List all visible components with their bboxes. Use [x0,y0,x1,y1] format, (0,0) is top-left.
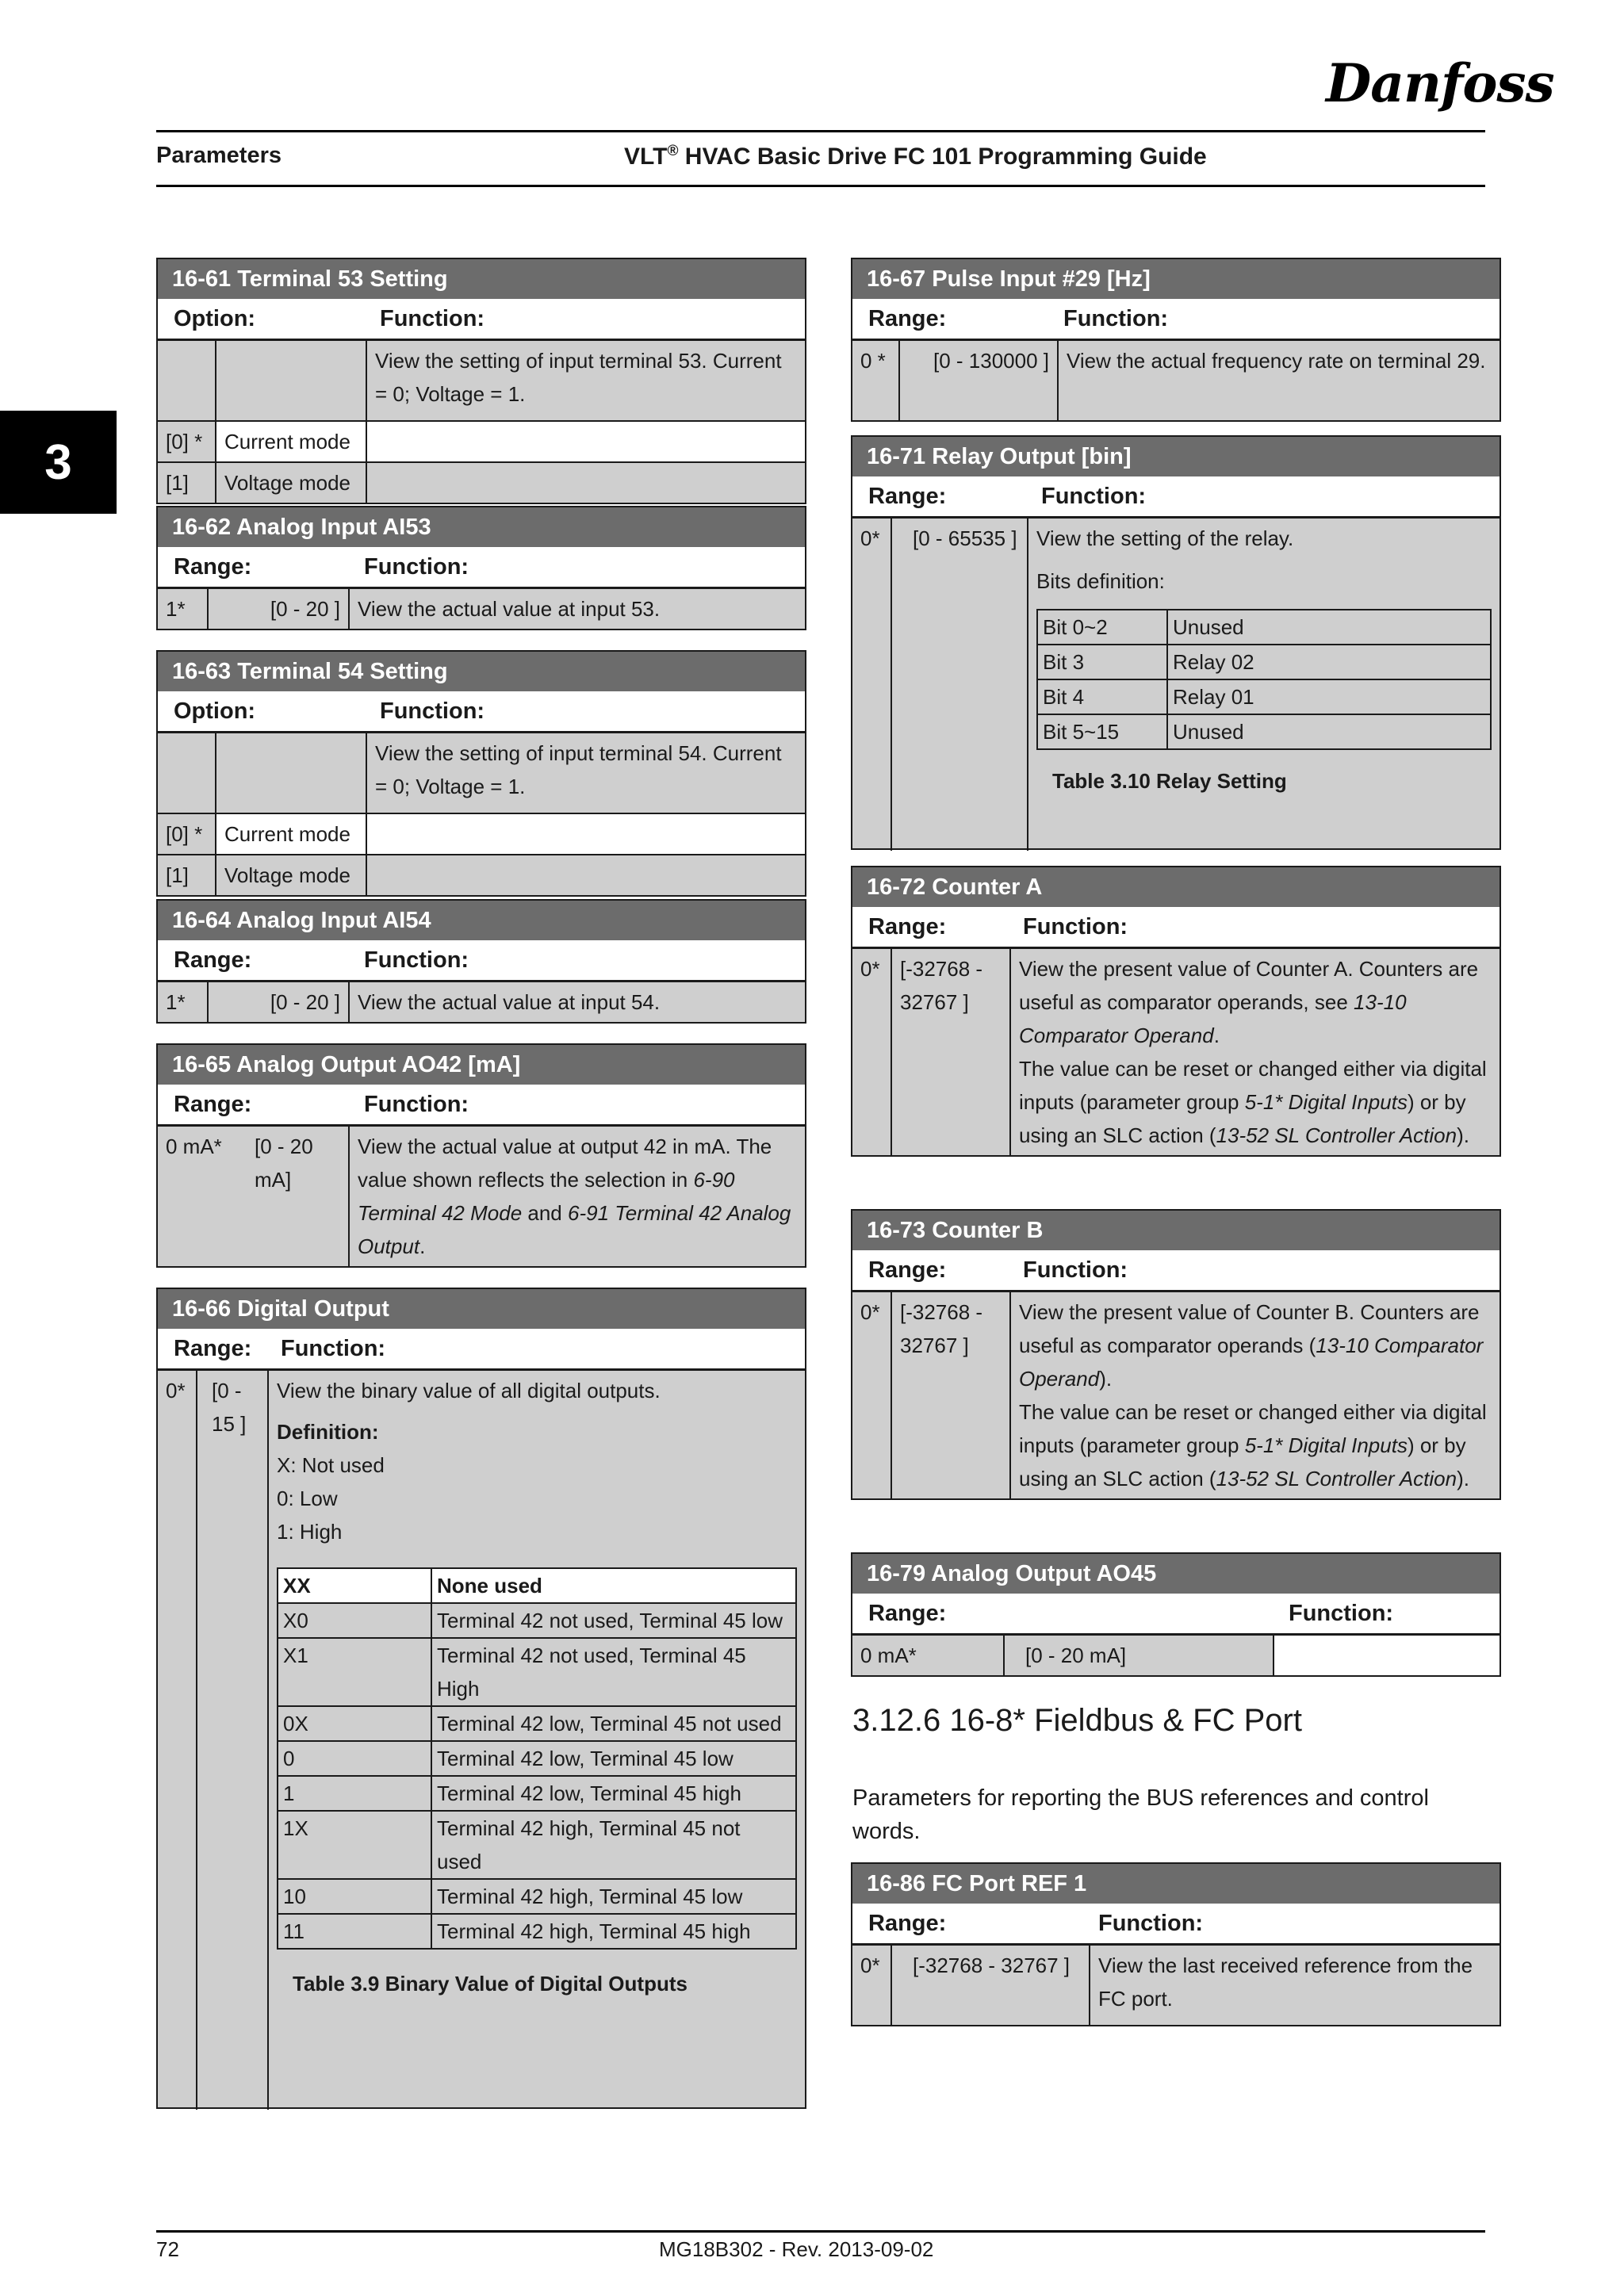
param-column-header: Range: Function: [852,1904,1500,1945]
section-heading: 3.12.6 16-8* Fieldbus & FC Port [852,1703,1302,1738]
param-16-62 [156,506,806,630]
table-row: 10 Terminal 42 high, Terminal 45 low [278,1879,796,1914]
param-column-header: Range: Function: [158,940,805,982]
table-row: Bit 5~15 Unused [1037,714,1491,749]
header-bottom-rule [156,185,1485,187]
param-column-header: Range: Function: [158,547,805,588]
param-16-86 [851,1862,1501,2026]
table-row: 1 Terminal 42 low, Terminal 45 high [278,1776,796,1811]
binary-value-table [277,1567,797,1950]
param-value-row: 0 mA* [0 - 20 mA] [852,1635,1500,1675]
param-16-67 [851,258,1501,422]
param-value-row: 0* [0 - 65535 ] View the setting of the relay. Bits definition: Bit 0~2 Unused Bit 3 Relay 02 Bit 4 Relay 01 Bit 5~15 Unused Table 3.10 Relay Setting [852,518,1500,851]
section-intro: Parameters for reporting the BUS references and control words. [852,1785,1429,1844]
param-title: 16-73 Counter B [852,1211,1500,1250]
param-column-header: Option: Function: [158,691,805,733]
param-value-row: 0* [-32768 - 32767 ] View the last received reference from the FC port. [852,1945,1500,2025]
page-number: 72 [156,2237,179,2261]
param-16-63 [156,650,806,897]
param-16-65 [156,1043,806,1268]
param-16-64 [156,899,806,1024]
param-value-row: 1* [0 - 20 ] View the actual value at input 53. [158,588,805,629]
table-row: Bit 0~2 Unused [1037,610,1491,645]
param-value-row: 0* [0 - 15 ] View the binary value of all digital outputs. Definition: X: Not used 0: Low 1: High XX None used X0 Terminal 42 not used, Terminal 45 low X1 Terminal 42 not used, Terminal 45 High 0X Terminal 42 low, Terminal 45 not used 0 Terminal 42 low, Terminal 45 low 1 Terminal 42 low, Terminal 45 high 1X Terminal 42 high, Terminal 45 not used 10 Terminal 42 high, Terminal 45 low 11 Terminal 42 high, Terminal 45 high Table 3.9 Binary Value of Digital Outputs [158,1370,805,2110]
param-title: 16-62 Analog Input AI53 [158,507,805,547]
param-column-header: Range: Function: [852,476,1500,518]
param-value-row: 0 * [0 - 130000 ] View the actual frequency rate on terminal 29. [852,340,1500,420]
param-16-73 [851,1209,1501,1500]
table-caption: Table 3.9 Binary Value of Digital Outputs [293,1972,688,1996]
danfoss-logo: Danfoss [1326,52,1554,114]
param-title: 16-71 Relay Output [bin] [852,437,1500,476]
chapter-tab: 3 [0,411,117,514]
param-column-header: Range: Function: [852,1594,1500,1635]
param-value-row: 1* [0 - 20 ] View the actual value at input 54. [158,982,805,1022]
param-title: 16-79 Analog Output AO45 [852,1554,1500,1594]
param-16-71 [851,435,1501,850]
table-row: Bit 3 Relay 02 [1037,645,1491,679]
param-title: 16-67 Pulse Input #29 [Hz] [852,259,1500,299]
param-16-61 [156,258,806,504]
relay-bits-table [1036,609,1492,750]
param-title: 16-61 Terminal 53 Setting [158,259,805,299]
param-16-66 [156,1288,806,2109]
header-section: Parameters [156,143,282,168]
header-top-rule [156,130,1485,132]
table-row: XX None used [278,1568,796,1603]
table-row: Bit 4 Relay 01 [1037,679,1491,714]
param-column-header: Range: Function: [158,1329,805,1370]
param-title: 16-65 Analog Output AO42 [mA] [158,1045,805,1085]
param-title: 16-63 Terminal 54 Setting [158,652,805,691]
table-row: X1 Terminal 42 not used, Terminal 45 High [278,1638,796,1706]
param-value-row: 0* [-32768 - 32767 ] View the present value of Counter B. Counters are useful as comparator operands (13-10 Comparator Operand). The value can be reset or changed either via digital inputs (parameter group 5-1* Digital Inputs) or by using an SLC action (13-52 SL Controller Action). [852,1292,1500,1498]
table-row: 0X Terminal 42 low, Terminal 45 not used [278,1706,796,1741]
param-value-row: 0 mA* [0 - 20 mA] View the actual value at output 42 in mA. The value shown reflects the selection in 6-90 Terminal 42 Mode and 6-91 Terminal 42 Analog Output. [158,1126,805,1266]
param-title: 16-72 Counter A [852,867,1500,907]
param-column-header: Range: Function: [158,1085,805,1126]
table-row: 0 Terminal 42 low, Terminal 45 low [278,1741,796,1776]
table-row: 1X Terminal 42 high, Terminal 45 not used [278,1811,796,1879]
param-option-row: [1] Voltage mode [158,854,805,895]
table-row: X0 Terminal 42 not used, Terminal 45 low [278,1603,796,1638]
footer-rule [156,2230,1485,2233]
param-16-72 [851,866,1501,1157]
param-column-header: Option: Function: [158,299,805,340]
document-id: MG18B302 - Rev. 2013-09-02 [659,2237,934,2261]
table-row: 11 Terminal 42 high, Terminal 45 high [278,1914,796,1949]
param-title: 16-86 FC Port REF 1 [852,1864,1500,1904]
header-doc-title: VLT® HVAC Basic Drive FC 101 Programming Guide [624,143,1207,170]
param-column-header: Range: Function: [852,1250,1500,1292]
param-value-row: 0* [-32768 - 32767 ] View the present value of Counter A. Counters are useful as comparator operands, see 13-10 Comparator Operand. The value can be reset or changed either via digital inputs (parameter group 5-1* Digital Inputs) or by using an SLC action (13-52 SL Controller Action). [852,948,1500,1155]
param-column-header: Range: Function: [852,907,1500,948]
param-option-row: [1] Voltage mode [158,461,805,503]
param-description-row: View the setting of input terminal 53. Current = 0; Voltage = 1. [158,340,805,420]
param-title: 16-66 Digital Output [158,1289,805,1329]
param-description-row: View the setting of input terminal 54. Current = 0; Voltage = 1. [158,733,805,813]
table-caption: Table 3.10 Relay Setting [1052,769,1287,793]
param-title: 16-64 Analog Input AI54 [158,901,805,940]
param-column-header: Range: Function: [852,299,1500,340]
param-16-79 [851,1552,1501,1677]
param-option-row: [0] * Current mode [158,420,805,461]
param-option-row: [0] * Current mode [158,813,805,854]
